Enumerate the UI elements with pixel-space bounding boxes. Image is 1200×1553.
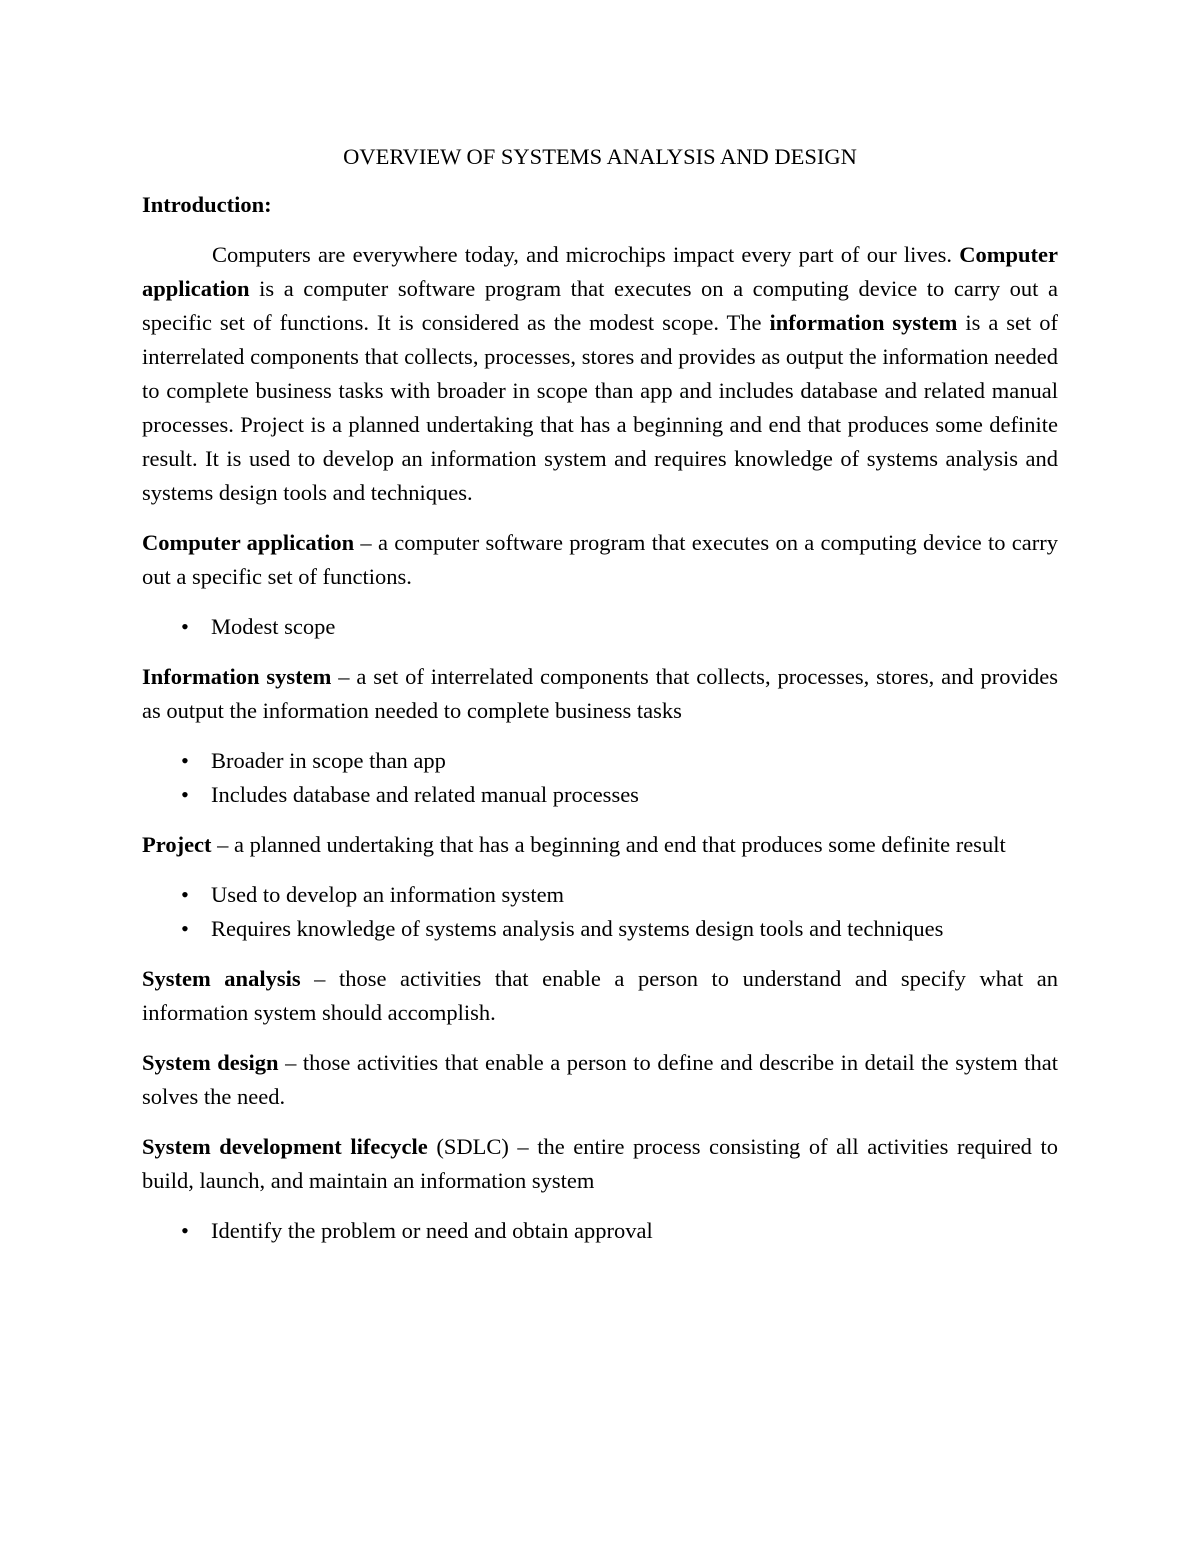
bullet-icon: • [181,882,189,907]
definition-term: System analysis [142,966,301,991]
definition-text: – a set of interrelated components that collects, processes, stores, and provides as output the information needed to complete business tasks [142,664,1058,723]
list-item [142,744,1058,778]
list-item [142,878,1058,912]
definition-text: – those activities that enable a person to understand and specify what an information system should accomplish. [142,966,1058,1025]
intro-text-3: is a set of interrelated components that collects, processes, stores and provides as output the information needed to complete business tasks with broader in scope than app and includes database and related manual processes. Project is a planned undertaking that has a beginning and end that produces some definite result. It is used to develop an information system and requires knowledge of systems analysis and systems design tools and techniques. [142,310,1058,505]
definition-text: – those activities that enable a person to define and describe in detail the system that solves the need. [142,1050,1058,1109]
definition-project [142,828,1058,862]
definition-term: Project [142,832,212,857]
definition-text: – a computer software program that executes on a computing device to carry out a specific set of functions. [142,530,1059,589]
bullet-icon: • [181,748,189,773]
list-item-text: Identify the problem or need and obtain approval [211,1218,653,1243]
bullet-list-project [142,878,1058,946]
definition-term: System design [142,1050,279,1075]
list-item-text: Requires knowledge of systems analysis and systems design tools and techniques [211,916,944,941]
intro-bold-information-system: information system [769,310,958,335]
definition-sdlc [142,1130,1058,1198]
document-page [142,140,1058,1264]
document-title: OVERVIEW OF SYSTEMS ANALYSIS AND DESIGN [343,144,857,169]
introduction-paragraph [142,238,1058,510]
definition-system-analysis [142,962,1058,1030]
list-item-text: Modest scope [211,614,336,639]
definition-text: – a planned undertaking that has a beginning and end that produces some definite result [211,832,1006,857]
bullet-icon: • [181,614,189,639]
list-item [142,912,1058,946]
definition-information-system [142,660,1058,728]
bullet-list-computer-application [142,610,1058,644]
bullet-list-sdlc [142,1214,1058,1248]
bullet-icon: • [181,782,189,807]
definition-term: Computer application [142,530,355,555]
intro-text-1: Computers are everywhere today, and microchips impact every part of our lives. [212,242,960,267]
definition-term: System development lifecycle [142,1134,428,1159]
definition-system-design [142,1046,1058,1114]
intro-text-2: is a computer software program that executes on a computing device to carry out a specific set of functions. It is considered as the modest scope. The [142,276,1058,335]
list-item [142,610,1058,644]
list-item-text: Includes database and related manual processes [211,782,639,807]
intro-bold-computer-application: Computer application [142,242,1058,301]
bullet-list-information-system [142,744,1058,812]
introduction-heading: Introduction: [142,192,272,217]
definition-computer-application [142,526,1058,594]
bullet-icon: • [181,1218,189,1243]
list-item [142,1214,1058,1248]
definition-term: Information system [142,664,332,689]
bullet-icon: • [181,916,189,941]
definition-text: (SDLC) – the entire process consisting of all activities required to build, launch, and maintain an information system [142,1134,1058,1193]
list-item-text: Used to develop an information system [211,882,565,907]
list-item [142,778,1058,812]
list-item-text: Broader in scope than app [211,748,446,773]
